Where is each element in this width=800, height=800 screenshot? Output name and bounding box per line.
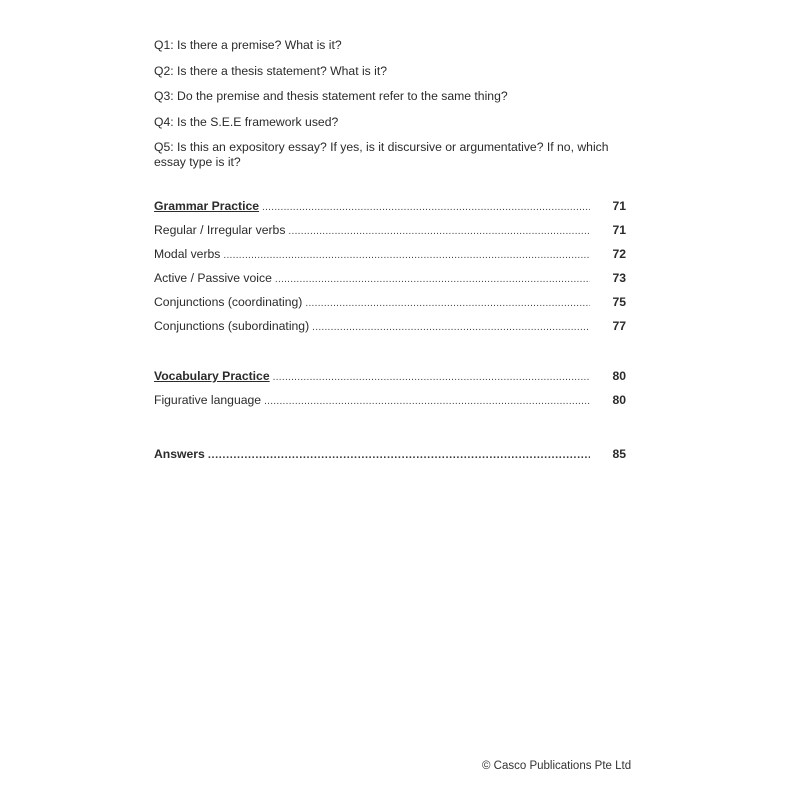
toc-page-number: 80 [612,393,626,407]
dot-leader [262,202,590,213]
toc-page-number: 75 [612,295,626,309]
dot-leader [312,322,590,333]
question-1: Q1: Is there a premise? What is it? [154,38,342,52]
toc-item[interactable] [154,271,626,295]
toc-page-number: 80 [612,369,626,383]
dot-leader [273,372,590,383]
toc-section-answers [154,447,626,471]
question-4: Q4: Is the S.E.E framework used? [154,114,339,129]
toc-page-number: 72 [612,247,626,261]
toc-item-label: Conjunctions (coordinating) [154,295,303,309]
toc-page-number: 77 [612,319,626,333]
dot-leader [223,250,590,261]
toc-page-number: 73 [612,271,626,285]
toc-item[interactable] [154,247,626,271]
toc-section-grammar [154,199,626,343]
toc-heading-label: Grammar Practice [154,199,260,213]
toc-heading-grammar[interactable] [154,199,626,223]
copyright-footer: © Casco Publications Pte Ltd [482,760,632,772]
dot-leader [264,396,590,407]
toc-item[interactable] [154,295,626,319]
toc-item[interactable] [154,393,626,417]
toc-page-number: 85 [612,447,626,461]
toc-item[interactable] [154,319,626,343]
dot-leader [305,298,590,309]
toc-item-label: Figurative language [154,393,262,407]
toc-heading-answers[interactable] [154,447,626,471]
dot-leader [208,449,590,461]
toc-item-label: Regular / Irregular verbs [154,223,286,237]
toc-item-label: Active / Passive voice [154,271,272,285]
toc-item-label: Conjunctions (subordinating) [154,319,310,333]
question-3: Q3: Do the premise and thesis statement refer to the same thing? [154,89,508,103]
toc-page-number: 71 [612,199,626,213]
question-2: Q2: Is there a thesis statement? What is it? [154,63,388,78]
toc-heading-label: Answers [154,447,205,461]
question-5: Q5: Is this an expository essay? If yes, is it discursive or argumentative? If no, which essay type is it? [154,140,609,169]
toc-page-number: 71 [612,223,626,237]
toc-section-vocabulary [154,369,626,417]
toc-item-label: Modal verbs [154,247,221,261]
toc-heading-label: Vocabulary Practice [154,369,270,383]
question-list [154,38,634,181]
toc-item[interactable] [154,223,626,247]
dot-leader [288,226,590,237]
dot-leader [275,274,590,285]
toc-heading-vocabulary[interactable] [154,369,626,393]
